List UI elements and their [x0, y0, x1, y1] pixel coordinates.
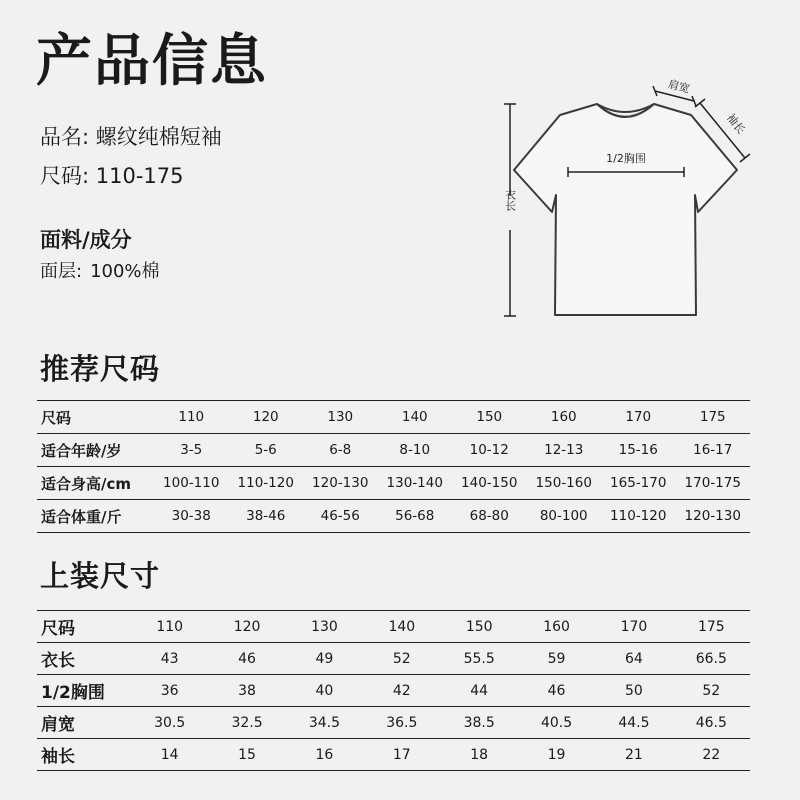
table-cell: 165-170 [601, 467, 676, 500]
table-cell: 10-12 [452, 434, 527, 467]
table-cell: 21 [595, 739, 672, 771]
label-sleeve: 袖长 [723, 111, 748, 137]
table-cell: 170-175 [676, 467, 751, 500]
table-cell: 140 [363, 611, 440, 643]
table-cell: 50 [595, 675, 672, 707]
table-cell: 43 [131, 643, 208, 675]
table-cell: 6-8 [303, 434, 378, 467]
table-cell: 175 [673, 611, 750, 643]
table-cell: 38.5 [441, 707, 518, 739]
table-cell: 44.5 [595, 707, 672, 739]
label-half-chest: 1/2胸围 [606, 152, 646, 165]
row-label: 适合年龄/岁 [37, 434, 154, 467]
row-label: 袖长 [37, 739, 131, 771]
table-cell: 40.5 [518, 707, 595, 739]
table-cell: 16-17 [676, 434, 751, 467]
table-cell: 14 [131, 739, 208, 771]
top-size-heading: 上装尺寸 [40, 559, 161, 593]
table-cell: 150 [452, 401, 527, 434]
product-size-value: 110-175 [95, 164, 184, 188]
table-cell: 8-10 [378, 434, 453, 467]
recommend-heading: 推荐尺码 [40, 352, 161, 386]
table-cell: 55.5 [441, 643, 518, 675]
table-cell: 12-13 [527, 434, 602, 467]
table-cell: 52 [363, 643, 440, 675]
product-name-value: 螺纹纯棉短袖 [95, 125, 222, 149]
table-cell: 59 [518, 643, 595, 675]
table-cell: 120-130 [303, 467, 378, 500]
table-row [37, 500, 750, 533]
tshirt-diagram [490, 72, 760, 332]
table-cell: 30-38 [154, 500, 229, 533]
table-cell: 30.5 [131, 707, 208, 739]
table-row [37, 739, 750, 771]
table-cell: 130 [303, 401, 378, 434]
table-cell: 15 [208, 739, 285, 771]
label-body-length: 衣长 [503, 189, 517, 211]
table-cell: 40 [286, 675, 363, 707]
table-cell: 160 [518, 611, 595, 643]
table-cell: 15-16 [601, 434, 676, 467]
table-cell: 34.5 [286, 707, 363, 739]
table-cell: 120 [229, 401, 304, 434]
table-cell: 150 [441, 611, 518, 643]
product-name-line [40, 127, 222, 148]
tshirt-outline [514, 104, 737, 315]
table-cell: 3-5 [154, 434, 229, 467]
table-cell: 110-120 [229, 467, 304, 500]
fabric-line [40, 263, 160, 281]
label-shoulder: 肩宽 [666, 77, 692, 96]
table-cell: 46.5 [673, 707, 750, 739]
table-row [37, 675, 750, 707]
table-cell: 140-150 [452, 467, 527, 500]
table-row [37, 467, 750, 500]
table-cell: 52 [673, 675, 750, 707]
table-row [37, 401, 750, 434]
table-cell: 130 [286, 611, 363, 643]
table-cell: 120 [208, 611, 285, 643]
table-cell: 32.5 [208, 707, 285, 739]
top-size-table [37, 610, 750, 771]
table-cell: 160 [527, 401, 602, 434]
table-cell: 18 [441, 739, 518, 771]
row-label: 尺码 [37, 401, 154, 434]
table-cell: 46 [518, 675, 595, 707]
table-cell: 64 [595, 643, 672, 675]
table-cell: 170 [601, 401, 676, 434]
table-cell: 120-130 [676, 500, 751, 533]
table-cell: 110-120 [601, 500, 676, 533]
table-cell: 17 [363, 739, 440, 771]
row-label: 肩宽 [37, 707, 131, 739]
table-cell: 46-56 [303, 500, 378, 533]
fabric-label: 面层: [40, 261, 83, 282]
table-row [37, 434, 750, 467]
row-label: 衣长 [37, 643, 131, 675]
row-label: 尺码 [37, 611, 131, 643]
table-cell: 49 [286, 643, 363, 675]
product-name-label: 品名: [40, 125, 90, 149]
table-row [37, 611, 750, 643]
row-label: 适合身高/cm [37, 467, 154, 500]
table-row [37, 643, 750, 675]
table-cell: 16 [286, 739, 363, 771]
table-cell: 22 [673, 739, 750, 771]
table-cell: 110 [154, 401, 229, 434]
table-cell: 42 [363, 675, 440, 707]
table-cell: 46 [208, 643, 285, 675]
row-label: 适合体重/斤 [37, 500, 154, 533]
table-cell: 36 [131, 675, 208, 707]
table-cell: 38-46 [229, 500, 304, 533]
table-cell: 170 [595, 611, 672, 643]
table-cell: 140 [378, 401, 453, 434]
table-cell: 100-110 [154, 467, 229, 500]
table-cell: 68-80 [452, 500, 527, 533]
product-size-line [40, 166, 184, 187]
table-cell: 110 [131, 611, 208, 643]
row-label: 1/2胸围 [37, 675, 131, 707]
table-row [37, 707, 750, 739]
table-cell: 66.5 [673, 643, 750, 675]
fabric-value: 100%棉 [90, 261, 160, 282]
table-cell: 80-100 [527, 500, 602, 533]
table-cell: 150-160 [527, 467, 602, 500]
table-cell: 56-68 [378, 500, 453, 533]
table-cell: 175 [676, 401, 751, 434]
table-cell: 44 [441, 675, 518, 707]
table-cell: 38 [208, 675, 285, 707]
table-cell: 5-6 [229, 434, 304, 467]
table-cell: 36.5 [363, 707, 440, 739]
page-title: 产品信息 [36, 29, 268, 94]
fabric-heading: 面料/成分 [40, 228, 132, 252]
product-size-label: 尺码: [40, 164, 90, 188]
table-cell: 130-140 [378, 467, 453, 500]
table-cell: 19 [518, 739, 595, 771]
recommend-size-table [37, 400, 750, 533]
